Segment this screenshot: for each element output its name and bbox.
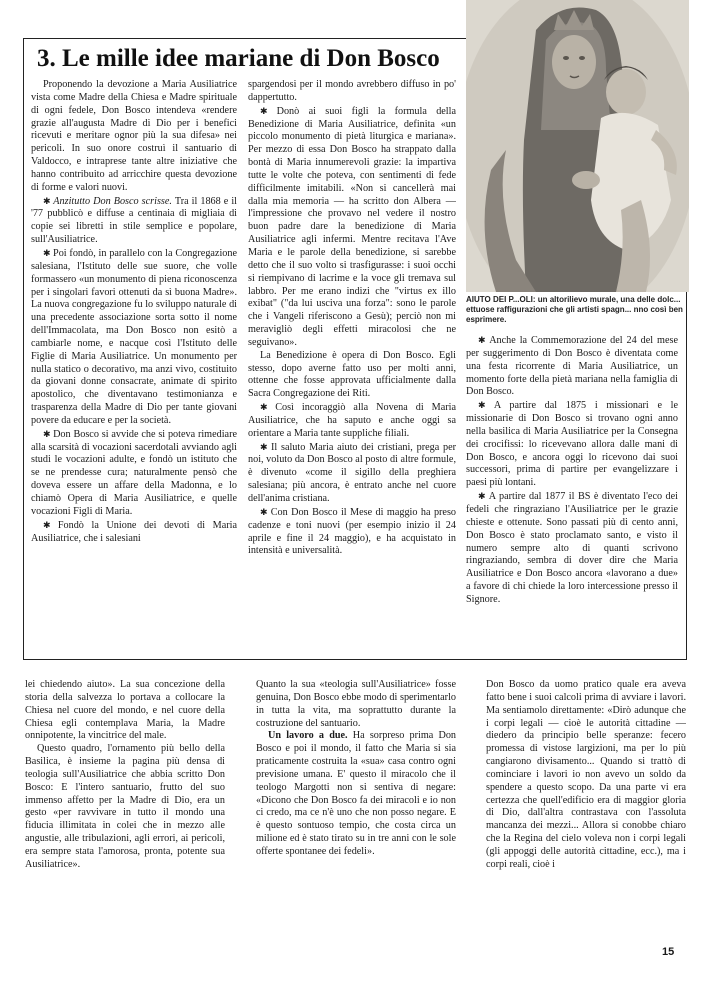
paragraph [248, 79, 456, 105]
paragraph [31, 428, 237, 519]
page-number: 15 [662, 946, 675, 958]
article-title: 3. Le mille idee mariane di Don Bosco [37, 45, 440, 72]
paragraph-text: Questo quadro, l'ornamento più bello della Basilica, è insieme la pagina più densa di teologia sull'Ausiliatrice che abbia scritto Don Bosco: E l'intero santuario, frutto del suo immenso affetto per la Madre di Dio, era un gesto «per ravvivare in tutto il mondo una fiducia illimitata in colei che in mezzo alle angustie, alle tribulazioni, agli errori, ai pericoli, era sempre stata l'amorosa, pronta, potente sua Ausiliatrice». [25, 743, 225, 870]
paragraph [25, 679, 225, 743]
bottom-column-2 [256, 679, 456, 859]
paragraph [248, 401, 456, 441]
paragraph [256, 730, 456, 858]
paragraph [466, 399, 678, 490]
paragraph-text: Poi fondò, in parallelo con la Congregazione salesiana, l'Istituto delle sue suore, che volle formassero «un monumento di piena riconoscenza per i singolari favori ottenuti da sì buona Madre». La nuova congregazione fu lo sviluppo naturale di una precedente associazione sorta sotto il nome dell'Immacolata, ma Don Bosco non esitò a cambiarle nome, e nacque così l'Istituto delle Figlie di Maria Ausiliatrice. Un monumento per nulla statico o decorativo, ma anzi vivo, costituito da giovani donne consacrate, animate di spirito apostolico, che diventavano testimonianza e trasparenza della Madre di Dio per tante giovani povere da educare e per la società. [31, 247, 237, 426]
paragraph-text: Don Bosco si avvide che si poteva rimediare alla scarsità di vocazioni sacerdotali avviando agli studi le vocazioni adulte, e fondò un istituto che se ne prendesse cura; naturalmente pensò che doveva essere un affare della Madonna, e lo chiamò Opera di Maria Ausiliatrice, e quelle vocazioni Figli di Maria. [31, 428, 237, 517]
paragraph-text: Fondò la Unione dei devoti di Maria Ausiliatrice, che i salesiani [31, 519, 238, 544]
paragraph [31, 195, 237, 247]
paragraph [248, 506, 456, 558]
paragraph [486, 679, 686, 872]
paragraph [466, 490, 678, 607]
paragraph-text: Anche la Commemorazione del 24 del mese per suggerimento di Don Bosco è diventata come una festa ricorrente di Maria Ausiliatrice, un momento forte della pietà mariana nella famiglia di Don Bosco. [466, 335, 678, 398]
paragraph [25, 743, 225, 871]
paragraph-text: Così incoraggiò alla Novena di Maria Ausiliatrice, che ha saputo e anche oggi sa orientare a Maria tante suppliche filiali. [248, 402, 457, 439]
paragraph-text: Proponendo la devozione a Maria Ausiliatrice vista come Madre della Chiesa e Madre spirituale di ogni fedele, Don Bosco intendeva «rendere grazie all'augusta Madre di Dio per i benefici ricevuti e meritare ognor più la sua difesa» nei pericoli. In suo onore costruì il santuario di Valdocco, e intraprese tante altre iniziative che hanno contribuito ad arricchire questa devozione di forme e valori nuovi. [31, 79, 237, 193]
article-column-1 [31, 79, 237, 545]
paragraph [31, 79, 237, 195]
paragraph [248, 441, 456, 506]
paragraph [248, 105, 456, 350]
paragraph-text: Donò ai suoi figli la formula della Benedizione di Maria Ausiliatrice, definita «un piccolo monumento di pietà liturgica e mariana». Per mezzo di essa Don Bosco ha strappato dalla bontà di Maria innumerevoli grazie: la impartiva tutte le volte che poteva, con sentimenti di fede difficilmente imitabili. «Non si cancellerà mai dalla mia memoria — ha scritto don Albera — l'impressione che provavo nel vedere il nostro buon padre dare la benedizione di Maria Ausiliatrice agli infermi. Mentre recitava l'Ave Maria e le parole della benedizione, si sarebbe detto che il suo volto si trasfigurasse: i suoi occhi si riempivano di lacrime e la voce gli tremava sul labbro. Per me erano indizi che "virtus ex illo exibat" ("da lui usciva una forza": sono le parole che i Vangeli riferiscono a Gesù); perciò non mi meravigliò degli effetti miracolosi che ne seguivano». [248, 105, 456, 348]
paragraph-text: Don Bosco da uomo pratico quale era aveva fatto bene i suoi calcoli prima di avviare i lavori. Ma sentiamolo direttamente: «Dirò adunque che i corpi legali — cioè le autorità cittadine — diedero da principio belle speranze: fecero promessa di vistose largizioni, ma per lo più cangiarono divisamento... Quando si trattò di cominciare i lavori io non avevo un soldo da spendere a questo scopo. Da una parte vi era certezza che quell'edificio era di maggior gloria di Dio, dall'altra contrastava con l'assoluta mancanza dei mezzi... Allora si conobbe chiaro che la Regina del cielo voleva non i corpi legali (gli appoggi delle autorità cittadine, ecc.), ma i corpi reali, cioè i [486, 679, 686, 870]
paragraph-text: La Benedizione è opera di Don Bosco. Egli stesso, dopo averne fatto uso per molti anni, ottenne che fosse approvata ufficialmente dalla Sacra Congregazione dei Riti. [248, 349, 456, 400]
paragraph-text: Ha sorpreso prima Don Bosco e poi il mondo, il fatto che Maria si sia praticamente costruita la «sua» casa contro ogni previsione umana. E' questo il miracolo che il teologo Margotti non si sentiva di negare: «Dicono che Don Bosco fa dei miracoli e io non ci credo, ma ce n'è uno che non posso negare. E è questo sontuoso tempio, che costa circa un milione ed è stato tirato su in tre anni con le sole offerte spontanee dei fedeli». [256, 730, 457, 857]
bottom-column-1 [25, 679, 225, 872]
star-icon: ✱ [260, 105, 277, 116]
paragraph-text: Il saluto Maria aiuto dei cristiani, prega per noi, voluto da Don Bosco al posto di altre formule, è divenuto «come il sigillo della preghiera salesiana; più ancora, è entrato anche nel cuore dell'anima cristiana. [248, 441, 456, 504]
madonna-photo [466, 0, 689, 292]
paragraph-text: A partire dal 1875 i missionari e le missionarie di Don Bosco si trovano ogni anno nella basilica di Maria Ausiliatrice per la Consegna dei crocifissi: lo ricevevano allora dalle mani di Don Bosco, e ancora oggi lo ricevono dai suoi successori, prima di partire per evangelizzare i paesi più lontani. [466, 400, 678, 489]
paragraph [31, 247, 237, 428]
bottom-column-3 [486, 679, 686, 872]
caption-text: un altorilievo murale, una delle dolc... ettuose raffigurazioni che gli artisti spagn... nno così ben esprimere. [466, 295, 683, 324]
paragraph-text: lei chiedendo aiuto». La sua concezione della storia della salvezza lo portava a collocare la Chiesa nel cuore del mondo, e nel cuore della Chiesa egli contemplava Maria, la Madre onnipotente, la vincitrice del male. [25, 679, 225, 742]
paragraph [248, 350, 456, 401]
caption-lead: AIUTO DEI P...OLI: [466, 295, 536, 304]
star-icon: ✱ [43, 428, 54, 439]
star-icon: ✱ [478, 335, 490, 345]
article-column-3 [466, 334, 678, 607]
paragraph-lead: Un lavoro a due. [268, 730, 348, 742]
star-icon: ✱ [43, 247, 54, 258]
star-icon: ✱ [260, 441, 271, 452]
paragraph-lead: Anzitutto Don Bosco scrisse. [53, 195, 172, 207]
star-icon: ✱ [43, 195, 54, 206]
paragraph [466, 334, 678, 399]
paragraph-text: spargendosi per il mondo avrebbero diffuso in po' dappertutto. [248, 79, 456, 103]
madonna-relief-image [466, 0, 689, 292]
star-icon: ✱ [478, 400, 494, 411]
star-icon: ✱ [260, 402, 276, 413]
article-column-2 [248, 79, 456, 558]
paragraph-text: Con Don Bosco il Mese di maggio ha preso cadenze e toni nuovi (per esempio inizio il 24 aprile e fine il 24 maggio), e ha acquistato in intensità e universalità. [248, 506, 457, 557]
star-icon: ✱ [478, 491, 489, 502]
paragraph-text: Quanto la sua «teologia sull'Ausiliatrice» fosse genuina, Don Bosco ebbe modo di sperimentarlo in tutta la vita, ma soprattutto durante la costruzione del santuario. [256, 679, 456, 729]
photo-caption [466, 295, 684, 325]
paragraph-text: A partire dal 1877 il BS è diventato l'eco dei fedeli che ringraziano l'Ausiliatrice per le grazie chieste e ottenute. Sono passati più di cento anni, Don Bosco è stato proclamato santo, e visto il numero sempre alto di quanti scrivono ringraziando, sembra di dover dire che Maria Ausiliatrice e Don Bosco ancora «lavorano a due» a favore di chi chiede la loro intercessione presso il Signore. [466, 491, 678, 605]
paragraph [31, 519, 237, 546]
paragraph-text: Tra il 1868 e il '77 pubblicò e diffuse a centinaia di migliaia di copie sei libretti in stile semplice e popolare, sull'Ausiliatrice. [31, 195, 238, 246]
star-icon: ✱ [43, 519, 58, 530]
star-icon: ✱ [260, 506, 271, 517]
paragraph [256, 679, 456, 730]
